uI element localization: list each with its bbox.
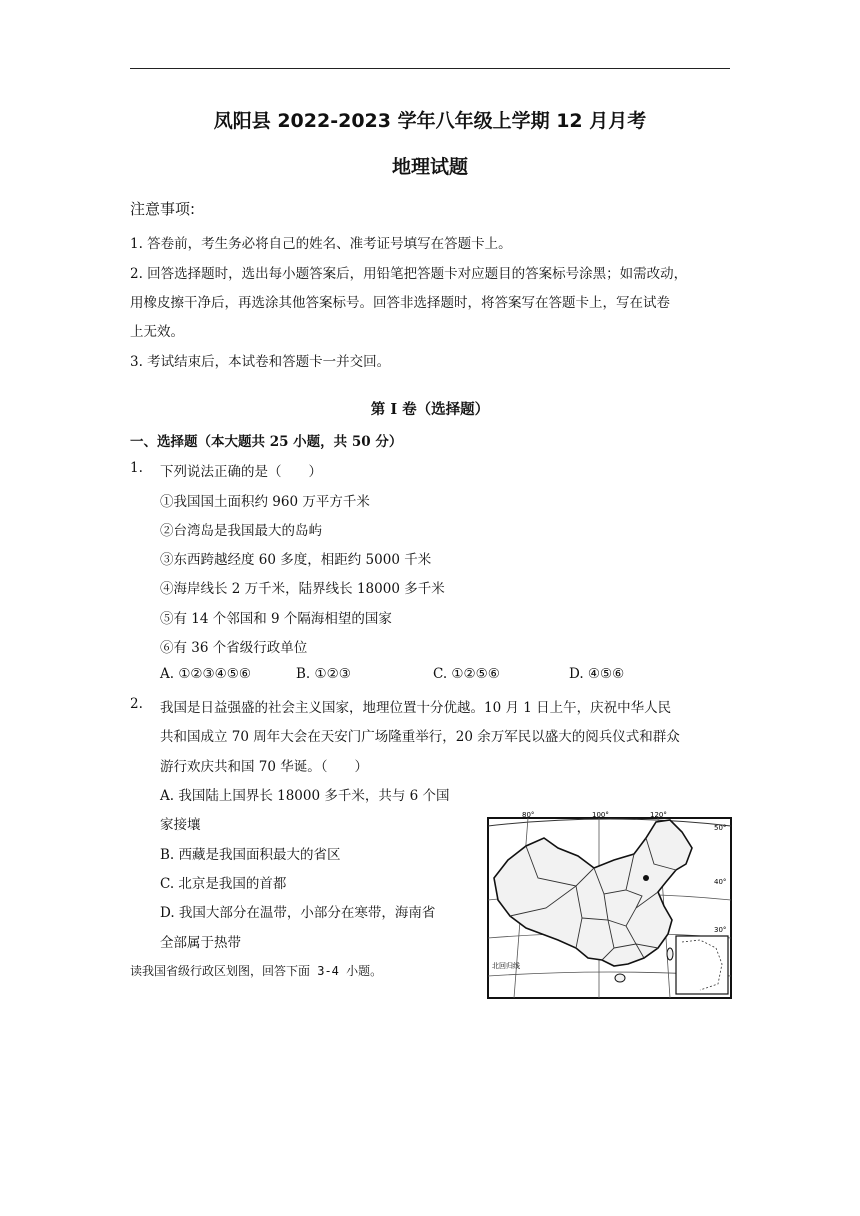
map-intro: 读我国省级行政区划图，回答下面 3-4 小题。 [130,964,383,978]
option-d-continued: 全部属于热带 [160,935,241,951]
question-number: 1. [130,460,143,476]
statement: ⑤有 14 个邻国和 9 个隔海相望的国家 [160,611,392,627]
question-stem-line: 游行欢庆共和国 70 华诞。（ ） [160,759,369,775]
notice-item: 3. 考试结束后，本试卷和答题卡一并交回。 [130,354,391,370]
option-b[interactable]: B. ①②③ [296,666,351,682]
lon-label: 100° [592,811,609,819]
part-title: 一、选择题（本大题共 25 小题，共 50 分） [130,434,403,450]
option-d[interactable]: D. 我国大部分在温带，小部分在寒带，海南省 [160,905,436,921]
volume-title: 第 I 卷（选择题） [370,401,490,418]
notice-item: 上无效。 [130,324,184,340]
island-shape [667,948,673,960]
option-a[interactable]: A. ①②③④⑤⑥ [160,666,251,682]
option-c[interactable]: C. ①②⑤⑥ [433,666,500,682]
option-c[interactable]: C. 北京是我国的首都 [160,876,287,892]
exam-subtitle: 地理试题 [391,156,468,178]
lat-label: 30° [714,926,727,934]
statement: ④海岸线长 2 万千米，陆界线长 18000 多千米 [160,581,445,597]
tropic-label: 北回归线 [492,962,520,970]
notice-item: 用橡皮擦干净后，再选涂其他答案标号。回答非选择题时，将答案写在答题卡上，写在试卷 [130,295,670,311]
lon-label: 80° [522,811,535,819]
statement: ③东西跨越经度 60 多度，相距约 5000 千米 [160,552,432,568]
option-a[interactable]: A. 我国陆上国界长 18000 多千米，共与 6 个国 [160,788,450,804]
question-stem-line: 共和国成立 70 周年大会在天安门广场隆重举行，20 余万军民以盛大的阅兵仪式和群众 [160,729,680,745]
question-stem: 下列说法正确的是（ ） [160,464,322,480]
south-sea-inset [676,936,728,994]
top-rule [130,68,730,69]
statement: ⑥有 36 个省级行政单位 [160,640,308,656]
lat-label: 50° [714,824,727,832]
statement: ①我国国土面积约 960 万平方千米 [160,494,370,510]
island-shape [615,974,625,982]
china-province-map [486,808,734,1001]
question-stem-line: 我国是日益强盛的社会主义国家，地理位置十分优越。10 月 1 日上午，庆祝中华人民 [160,700,672,716]
option-a-continued: 家接壤 [160,817,201,833]
statement: ②台湾岛是我国最大的岛屿 [160,523,322,539]
lon-label: 120° [650,811,667,819]
question-number: 2. [130,696,143,712]
notice-item: 2. 回答选择题时，选出每小题答案后，用铅笔把答题卡对应题目的答案标号涂黑；如需改动， [130,266,688,282]
notice-heading: 注意事项: [130,200,196,218]
option-d[interactable]: D. ④⑤⑥ [569,666,625,682]
exam-title: 凤阳县 2022-2023 学年八年级上学期 12 月月考 [213,110,647,132]
capital-marker [643,875,649,881]
lat-label: 40° [714,878,727,886]
notice-item: 1. 答卷前，考生务必将自己的姓名、准考证号填写在答题卡上。 [130,236,512,252]
option-b[interactable]: B. 西藏是我国面积最大的省区 [160,847,341,863]
